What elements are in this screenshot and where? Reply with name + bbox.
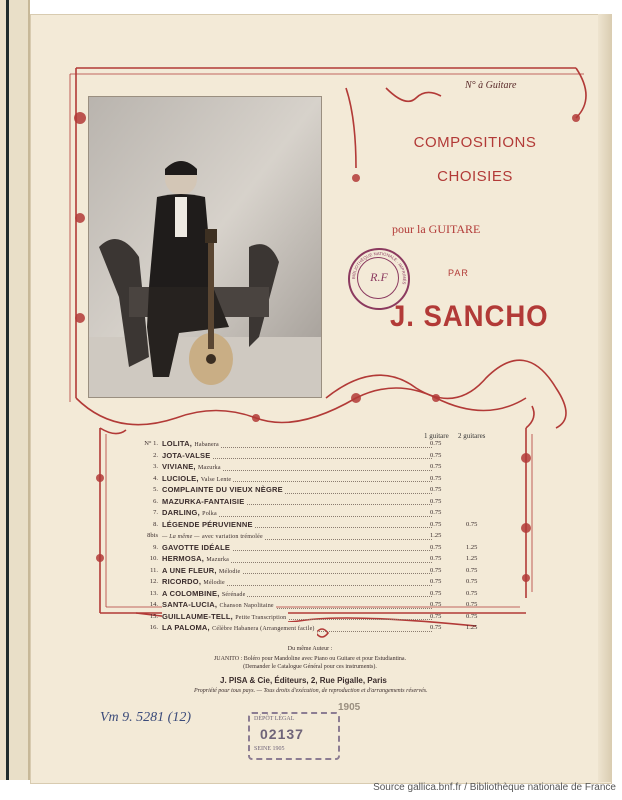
list-item: 3. VIVIANE, Mazurka 0.75	[132, 461, 512, 473]
also-by-line-1: JUANITO : Boléro pour Mandoline avec Piano ou Guitare et pour Estudiantina.	[213, 656, 407, 662]
list-item: 10. HERMOSA, Mazurka 0.75 1.25	[132, 553, 512, 565]
pieces-list	[132, 438, 512, 634]
list-item: 4. LUCIOLE, Valse Lente 0.75	[132, 473, 512, 485]
title-line-1: COMPOSITIONS	[413, 134, 537, 151]
series-label: N° à Guitare	[465, 80, 517, 91]
list-item: 6. MAZURKA-FANTAISIE 0.75	[132, 496, 512, 508]
deposit-stamp-number: 02137	[260, 726, 304, 742]
list-item: 8bis — La même — avec variation trémolée 1.25	[132, 530, 512, 542]
col-head-one-guitar: 1 guitare	[424, 432, 449, 440]
also-by-heading: Du même Auteur :	[287, 646, 333, 652]
spine-edge	[6, 0, 9, 780]
list-item: 15. GUILLAUME-TELL, Petite Transcription 0.75 0.75	[132, 611, 512, 623]
list-item: 11. A UNE FLEUR, Mélodie 0.75 0.75	[132, 565, 512, 577]
title-line-2: CHOISIES	[437, 168, 513, 185]
col-head-two-guitars: 2 guitares	[458, 432, 486, 440]
rights-line: Propriété pour tous pays. — Tous droits d'exécution, de reproduction et d'arrangements réservés.	[194, 688, 428, 694]
source-credit: Source gallica.bnf.fr / Bibliothèque nationale de France	[373, 782, 616, 793]
list-item: 9. GAVOTTE IDÉALE 0.75 1.25	[132, 542, 512, 554]
deposit-stamp-top: DÉPÔT LÉGAL	[254, 716, 295, 722]
shelfmark: Vm 9. 5281 (12)	[100, 710, 191, 725]
list-item: 5. COMPLAINTE DU VIEUX NÈGRE 0.75	[132, 484, 512, 496]
list-item: 14. SANTA-LUCIA, Chanson Napolitaine 0.75 0.75	[132, 599, 512, 611]
list-item: 8. LÉGENDE PÉRUVIENNE 0.75 0.75	[132, 519, 512, 531]
deposit-stamp	[248, 712, 340, 760]
publication-year: 1905	[338, 702, 361, 713]
list-item: 7. DARLING, Polka 0.75	[132, 507, 512, 519]
library-stamp	[348, 248, 410, 310]
publisher-line: J. PISA & Cie, Éditeurs, 2, Rue Pigalle, Paris	[220, 676, 387, 685]
also-by-line-2: (Demander le Catalogue Général pour ces instruments).	[243, 664, 377, 670]
binding-spine	[0, 0, 30, 780]
deposit-stamp-bottom: SEINE 1905	[254, 746, 285, 752]
par-label: PAR	[448, 268, 469, 278]
list-item: 12. RICORDO, Mélodie 0.75 0.75	[132, 576, 512, 588]
page-edge	[598, 14, 612, 782]
list-item: 2. JOTA-VALSE 0.75	[132, 450, 512, 462]
stamp-initials: R.F	[370, 270, 388, 284]
portrait-photo	[88, 96, 322, 398]
svg-text:BIBLIOTHÈQUE NATIONALE · IMPRI: BIBLIOTHÈQUE NATIONALE · IMPRIMÉS	[350, 250, 408, 285]
list-item: 16. LA PALOMA, Célèbre Habanera (Arrangement facile) 0.75 1.25	[132, 622, 512, 634]
subtitle: pour la GUITARE	[392, 222, 481, 236]
list-item: 13. A COLOMBINE, Sérénade 0.75 0.75	[132, 588, 512, 600]
author-name: J. SANCHO	[390, 300, 549, 333]
list-item: N° 1. LOLITA, Habanera 0.75	[132, 438, 512, 450]
